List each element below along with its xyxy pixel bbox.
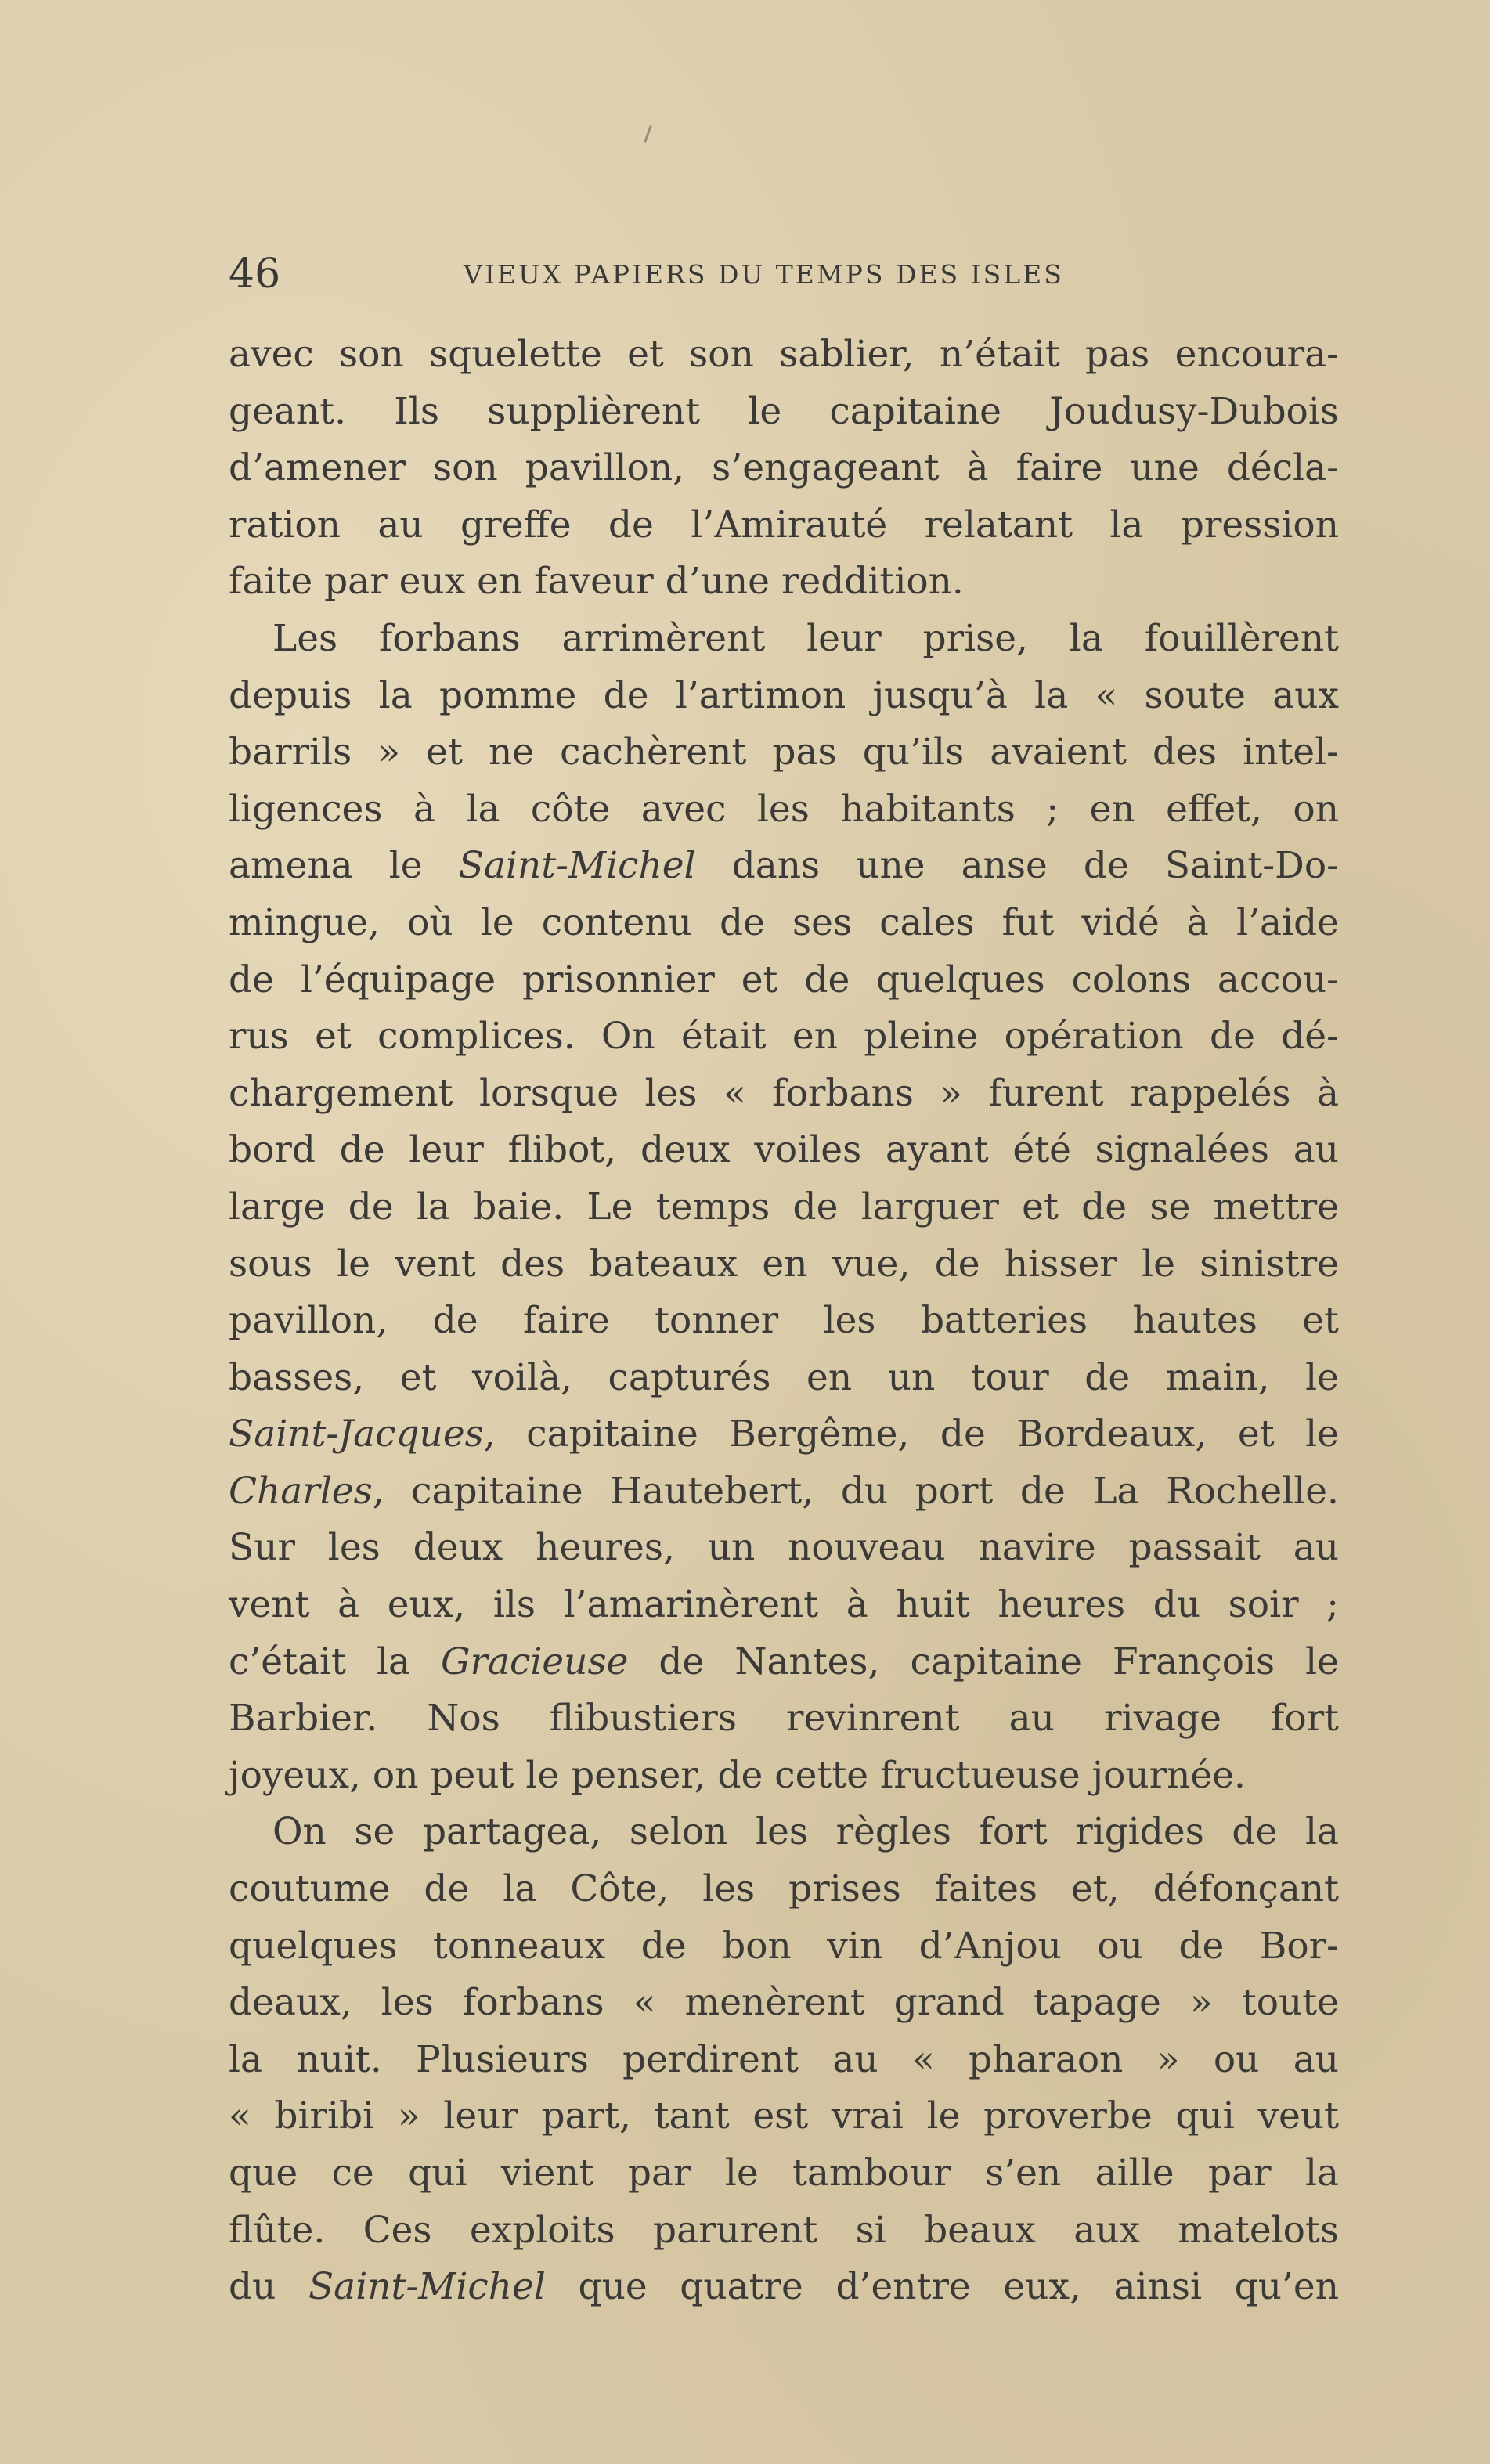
ship-name: Gracieuse bbox=[440, 1640, 629, 1683]
text-line: avec son squelette et son sablier, n’était pas encoura- bbox=[229, 333, 1339, 376]
text-line: que ce qui vient par le tambour s’en aille par la bbox=[229, 2152, 1339, 2195]
stray-mark bbox=[644, 125, 651, 143]
text-line: Sur les deux heures, un nouveau navire passait au bbox=[229, 1526, 1339, 1570]
running-head bbox=[229, 251, 1339, 298]
ship-name: Charles bbox=[229, 1469, 373, 1513]
text-line: flûte. Ces exploits parurent si beaux aux matelots bbox=[229, 2208, 1339, 2252]
text-line: d’amener son pavillon, s’engageant à faire une décla- bbox=[229, 446, 1339, 490]
ship-name: Saint-Michel bbox=[308, 2265, 546, 2309]
text-line: rus et complices. On était en pleine opération de dé- bbox=[229, 1015, 1339, 1059]
text-line bbox=[229, 1463, 1339, 1521]
line-segment: du bbox=[229, 2265, 308, 2309]
ship-name: Saint-Jacques bbox=[229, 1412, 484, 1456]
text-line: basses, et voilà, capturés en un tour de main, le bbox=[229, 1355, 1339, 1399]
page-number: 46 bbox=[229, 251, 281, 298]
text-line: barrils » et ne cachèrent pas qu’ils avaient des intel- bbox=[229, 731, 1339, 774]
text-line: sous le vent des bateaux en vue, de hisser le sinistre bbox=[229, 1242, 1339, 1286]
text-line: depuis la pomme de l’artimon jusqu’à la « soute aux bbox=[229, 673, 1339, 717]
text-line bbox=[229, 838, 1339, 895]
text-line: bord de leur flibot, deux voiles ayant été signalées au bbox=[229, 1128, 1339, 1172]
text-line: quelques tonneaux de bon vin d’Anjou ou de Bor- bbox=[229, 1924, 1339, 1968]
line-segment: , capitaine Bergême, de Bordeaux, et le bbox=[483, 1412, 1339, 1456]
text-line: ration au greffe de l’Amirauté relatant la pression bbox=[229, 503, 1339, 547]
line-segment: de Nantes, capitaine François le bbox=[628, 1640, 1339, 1683]
ship-name: Saint-Michel bbox=[458, 844, 696, 888]
text-line: la nuit. Plusieurs perdirent au « pharaon » ou au bbox=[229, 2037, 1339, 2081]
text-line: de l’équipage prisonnier et de quelques colons accou- bbox=[229, 958, 1339, 1001]
text-line: faite par eux en faveur d’une reddition. bbox=[229, 560, 964, 604]
text-line: Les forbans arrimèrent leur prise, la fouillèrent bbox=[272, 616, 1339, 660]
line-segment: amena le bbox=[229, 844, 459, 888]
text-line: coutume de la Côte, les prises faites et, défonçant bbox=[229, 1867, 1339, 1911]
text-line: pavillon, de faire tonner les batteries hautes et bbox=[229, 1299, 1339, 1343]
text-line: mingue, où le contenu de ses cales fut vidé à l’aide bbox=[229, 900, 1339, 944]
line-segment: c’était la bbox=[229, 1640, 441, 1683]
line-segment: dans une anse de Saint-Do- bbox=[695, 844, 1340, 888]
body-text bbox=[229, 326, 1339, 2316]
line-segment: que quatre d’entre eux, ainsi qu’en bbox=[545, 2265, 1339, 2309]
text-line: vent à eux, ils l’amarinèrent à huit heures du soir ; bbox=[229, 1583, 1339, 1627]
text-line: « biribi » leur part, tant est vrai le proverbe qui veut bbox=[229, 2094, 1339, 2138]
text-line: geant. Ils supplièrent le capitaine Joudusy-Dubois bbox=[229, 389, 1339, 433]
text-line: Barbier. Nos flibustiers revinrent au rivage fort bbox=[229, 1697, 1339, 1741]
line-segment: , capitaine Hautebert, du port de La Rochelle. bbox=[372, 1469, 1339, 1513]
text-line: large de la baie. Le temps de larguer et de se mettre bbox=[229, 1185, 1339, 1228]
text-line: On se partagea, selon les règles fort rigides de la bbox=[272, 1810, 1339, 1854]
text-line: joyeux, on peut le penser, de cette fructueuse journée. bbox=[229, 1753, 1246, 1797]
text-line: chargement lorsque les « forbans » furent rappelés à bbox=[229, 1071, 1339, 1115]
text-line: deaux, les forbans « menèrent grand tapage » toute bbox=[229, 1981, 1339, 2025]
text-line bbox=[229, 1634, 1339, 1691]
text-line: ligences à la côte avec les habitants ; en effet, on bbox=[229, 787, 1339, 831]
text-line bbox=[229, 1406, 1339, 1463]
text-line bbox=[229, 2259, 1339, 2316]
running-title: VIEUX PAPIERS DU TEMPS DES ISLES bbox=[464, 259, 1064, 290]
